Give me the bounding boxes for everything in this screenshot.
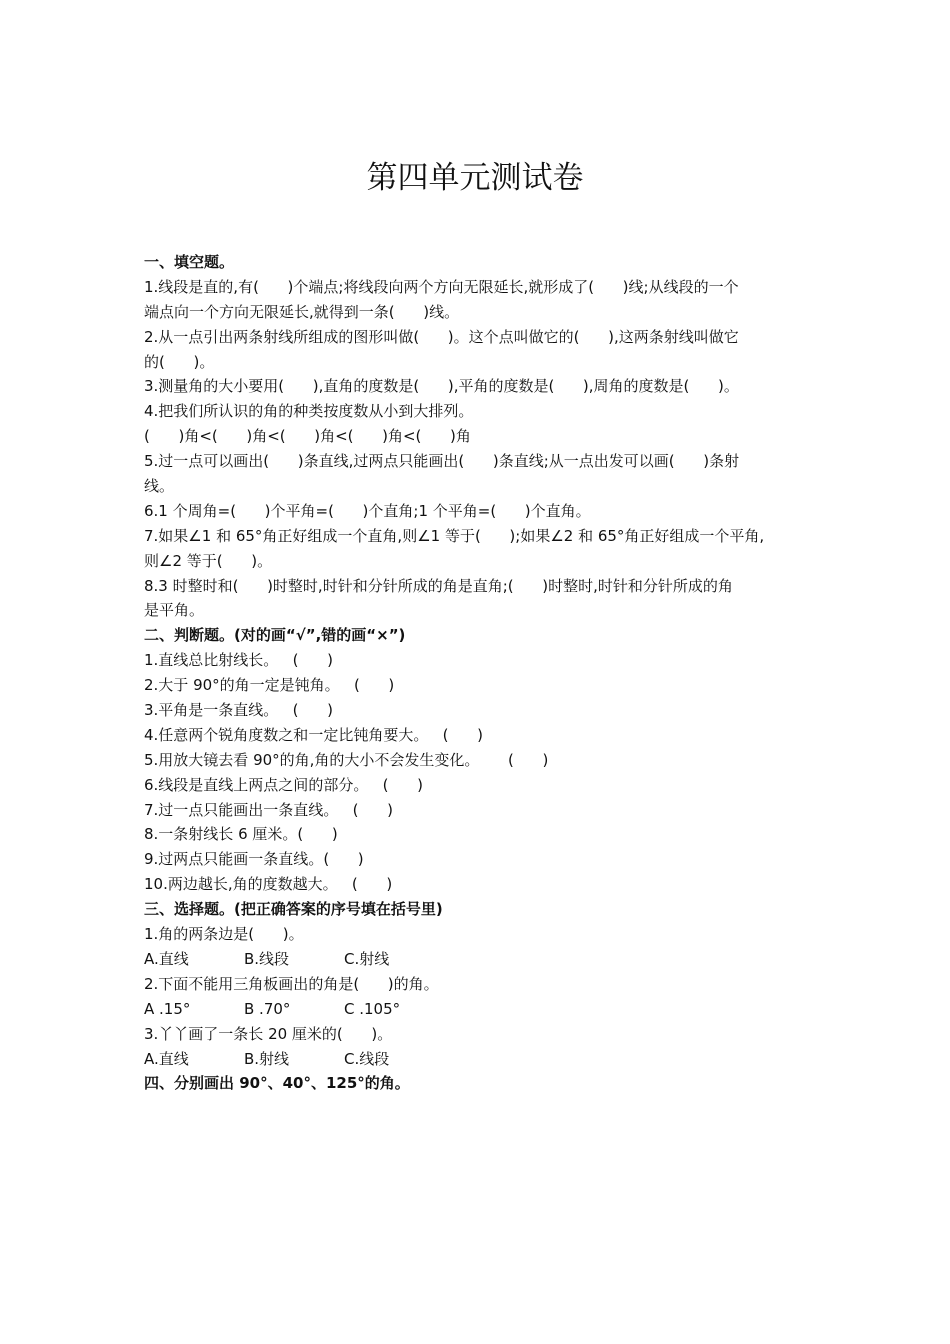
choice-questions xyxy=(144,922,824,1071)
true-false-lines xyxy=(144,648,824,897)
question-line: 10.两边越长,角的度数越大。 ( ) xyxy=(144,875,393,894)
question-line: 1.直线总比射线长。 ( ) xyxy=(144,651,333,670)
question-line: 3.平角是一条直线。 ( ) xyxy=(144,701,333,720)
choice-option: B.射线 xyxy=(244,1049,290,1068)
question-line: 2.大于 90°的角一定是钝角。 ( ) xyxy=(144,676,395,695)
question-line: 7.过一点只能画出一条直线。 ( ) xyxy=(144,800,393,819)
choice-question: 3.丫丫画了一条长 20 厘米的( )。 xyxy=(144,1024,393,1043)
choice-option: A .15° xyxy=(144,999,191,1018)
question-line: 的( )。 xyxy=(144,352,215,371)
question-line: 7.如果∠1 和 65°角正好组成一个直角,则∠1 等于( );如果∠2 和 65°角正好组成一个平角, xyxy=(144,526,765,545)
choice-option: B .70° xyxy=(244,999,291,1018)
section-heading-draw-angles: 四、分别画出 90°、40°、125°的角。 xyxy=(144,1074,410,1093)
choice-options xyxy=(144,1047,824,1072)
choice-option: C.线段 xyxy=(344,1049,390,1068)
question-line: 8.3 时整时和( )时整时,时针和分针所成的角是直角;( )时整时,时针和分针所成的角 xyxy=(144,576,733,595)
question-line: 5.过一点可以画出( )条直线,过两点只能画出( )条直线;从一点出发可以画( )条射 xyxy=(144,452,740,471)
fill-blank-lines xyxy=(144,275,824,623)
question-line: 9.过两点只能画一条直线。( ) xyxy=(144,850,364,869)
question-line: 1.线段是直的,有( )个端点;将线段向两个方向无限延长,就形成了( )线;从线段的一个 xyxy=(144,277,739,296)
choice-option: A.直线 xyxy=(144,1049,189,1068)
question-line: 2.从一点引出两条射线所组成的图形叫做( )。这个点叫做它的( ),这两条射线叫做它 xyxy=(144,327,739,346)
question-line: 则∠2 等于( )。 xyxy=(144,551,273,570)
question-line: 6.线段是直线上两点之间的部分。 ( ) xyxy=(144,775,423,794)
section-heading-fill-blank: 一、填空题。 xyxy=(144,253,235,271)
choice-option: C .105° xyxy=(344,999,401,1018)
choice-question: 1.角的两条边是( )。 xyxy=(144,925,304,944)
question-line: 3.测量角的大小要用( ),直角的度数是( ),平角的度数是( ),周角的度数是( )。 xyxy=(144,377,739,396)
choice-option: A.直线 xyxy=(144,949,189,968)
section-heading-choice: 三、选择题。(把正确答案的序号填在括号里) xyxy=(144,900,443,919)
question-line: 8.一条射线长 6 厘米。( ) xyxy=(144,825,338,844)
question-line: 4.任意两个锐角度数之和一定比钝角要大。 ( ) xyxy=(144,725,483,744)
question-line: 端点向一个方向无限延长,就得到一条( )线。 xyxy=(144,302,460,321)
document-body xyxy=(144,250,824,1096)
question-line: 4.把我们所认识的角的种类按度数从小到大排列。 xyxy=(144,402,474,421)
question-line: 线。 xyxy=(144,477,175,496)
choice-options xyxy=(144,997,824,1022)
question-line: 是平角。 xyxy=(144,601,205,620)
choice-question: 2.下面不能用三角板画出的角是( )的角。 xyxy=(144,974,439,993)
section-heading-true-false: 二、判断题。(对的画“√”,错的画“×”) xyxy=(144,626,406,645)
page-title: 第四单元测试卷 xyxy=(366,160,584,196)
question-line: 6.1 个周角=( )个平角=( )个直角;1 个平角=( )个直角。 xyxy=(144,501,591,520)
choice-option: B.线段 xyxy=(244,949,290,968)
choice-option: C.射线 xyxy=(344,949,390,968)
choice-options xyxy=(144,947,824,972)
question-line: 5.用放大镜去看 90°的角,角的大小不会发生变化。 ( ) xyxy=(144,750,549,769)
question-line: ( )角<( )角<( )角<( )角<( )角 xyxy=(144,427,471,446)
